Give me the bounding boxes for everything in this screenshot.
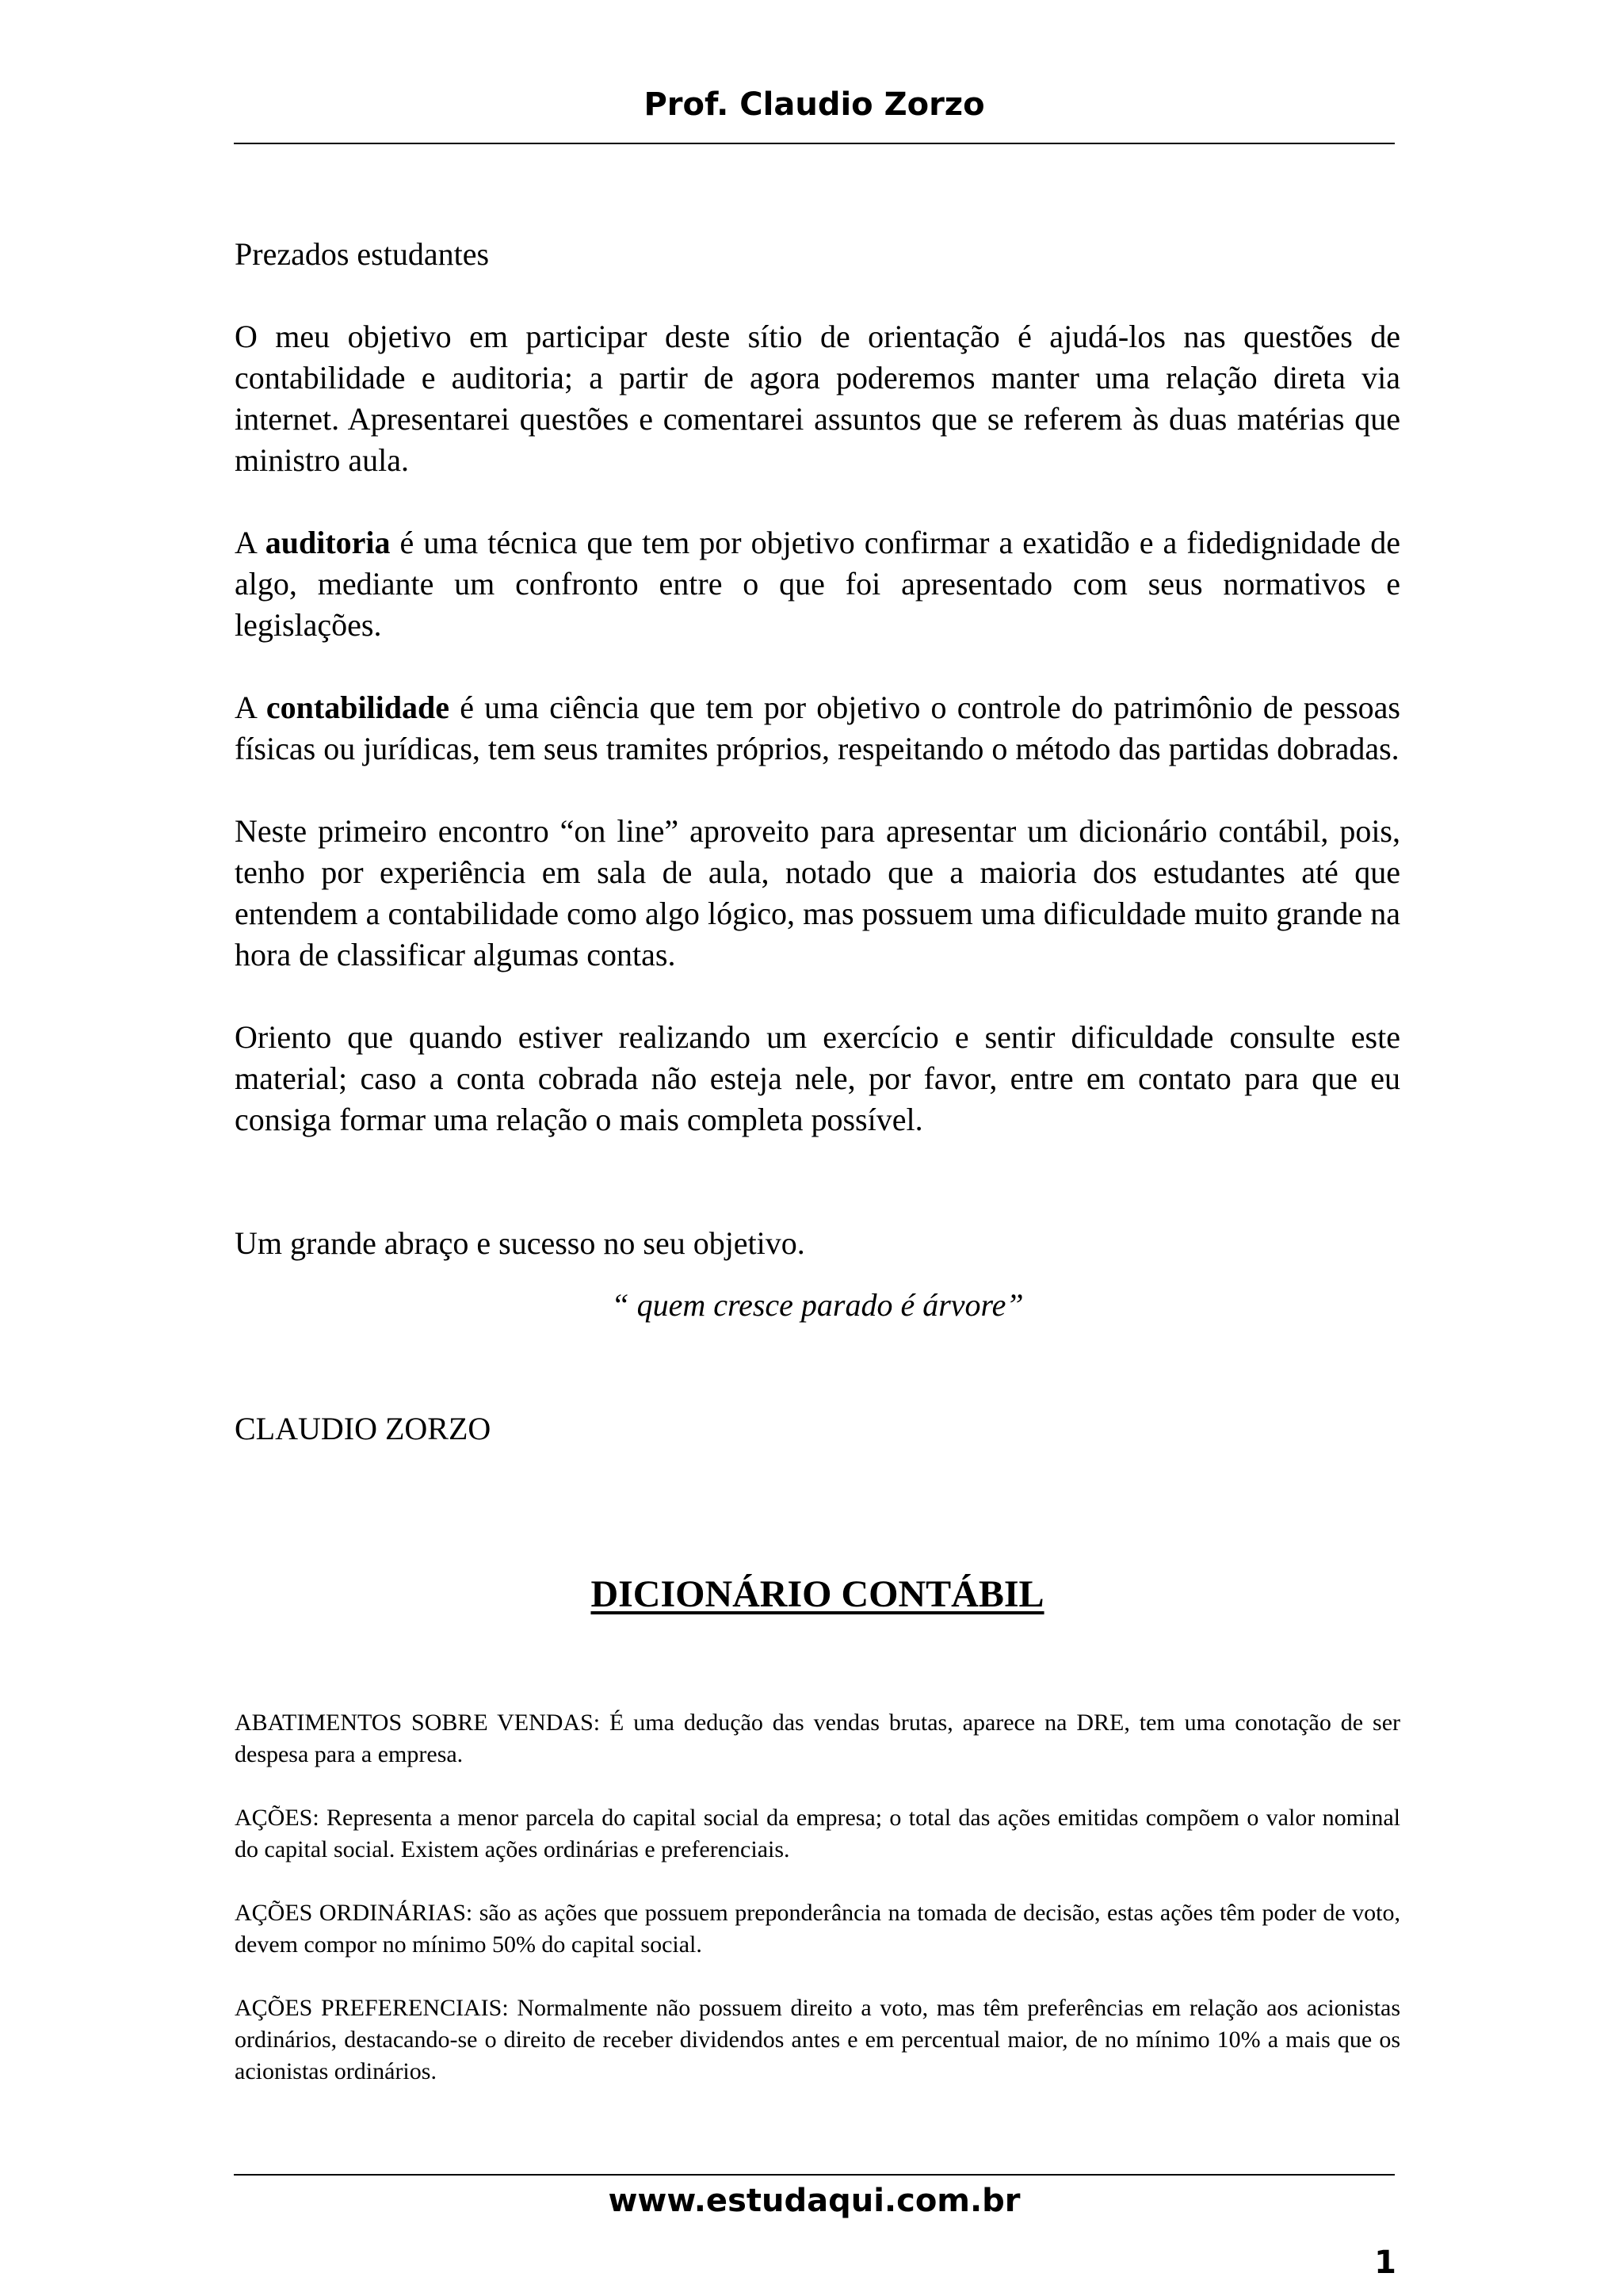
dictionary-entries xyxy=(235,1707,1400,2088)
encounter-paragraph: Neste primeiro encontro “on line” aproveito para apresentar um dicionário contábil, pois, tenho por experiência em sala de aula, notado que a maioria dos estudantes até que entendem a contabilidade como algo lógico, mas possuem uma dificuldade muito grande na hora de classificar algumas contas. xyxy=(235,813,1400,972)
letter-signature: CLAUDIO ZORZO xyxy=(235,1411,491,1446)
dictionary-entry-acoes: AÇÕES: Representa a menor parcela do capital social da empresa; o total das ações emitidas compõem o valor nominal do capital social. Existem ações ordinárias e preferenciais. xyxy=(235,1805,1400,1862)
dictionary-entry-acoes-preferenciais: AÇÕES PREFERENCIAIS: Normalmente não possuem direito a voto, mas têm preferências em relação aos acionistas ordinários, destacando-se o direito de receber dividendos antes e em percentual maior, de no mínimo 10% a mais que os acionistas ordinários. xyxy=(235,1995,1400,2084)
header-divider xyxy=(234,143,1395,144)
letter-greeting: Prezados estudantes xyxy=(235,236,490,272)
auditoria-paragraph xyxy=(235,522,1400,646)
letter-closing: Um grande abraço e sucesso no seu objetivo. xyxy=(235,1225,805,1261)
auditoria-prefix: A xyxy=(235,525,265,560)
contabilidade-paragraph xyxy=(235,687,1400,770)
page-header-author: Prof. Claudio Zorzo xyxy=(643,86,985,123)
dictionary-title: DICIONÁRIO CONTÁBIL xyxy=(590,1573,1044,1615)
contabilidade-definition: é uma ciência que tem por objetivo o controle do patrimônio de pessoas físicas ou jurídicas, tem seus tramites próprios, respeitando o método das partidas dobradas. xyxy=(235,690,1400,766)
letter-body xyxy=(235,234,1400,1450)
contabilidade-term: contabilidade xyxy=(265,690,450,725)
page-number: 1 xyxy=(1374,2244,1396,2281)
guidance-paragraph: Oriento que quando estiver realizando um exercício e sentir dificuldade consulte este material; caso a conta cobrada não esteja nele, por favor, entre em contato para que eu consiga formar uma relação o mais completa possível. xyxy=(235,1019,1400,1137)
auditoria-term: auditoria xyxy=(265,525,391,560)
auditoria-definition: é uma técnica que tem por objetivo confirmar a exatidão e a fidedignidade de algo, mediante um confronto entre o que foi apresentado com seus normativos e legislações. xyxy=(235,525,1400,643)
contabilidade-prefix: A xyxy=(235,690,266,725)
letter-quote: “ quem cresce parado é árvore” xyxy=(611,1287,1024,1323)
dictionary-entry-acoes-ordinarias: AÇÕES ORDINÁRIAS: são as ações que possuem preponderância na tomada de decisão, estas ações têm poder de voto, devem compor no mínimo 50% do capital social. xyxy=(235,1900,1400,1958)
letter-intro-paragraph: O meu objetivo em participar deste sítio de orientação é ajudá-los nas questões de contabilidade e auditoria; a partir de agora poderemos manter uma relação direta via internet. Apresentarei questões e comentarei assuntos que se referem às duas matérias que ministro aula. xyxy=(235,319,1400,478)
dictionary-entry-abatimentos: ABATIMENTOS SOBRE VENDAS: É uma dedução das vendas brutas, aparece na DRE, tem uma conotação de ser despesa para a empresa. xyxy=(235,1710,1400,1767)
footer-divider xyxy=(234,2174,1395,2176)
footer-website: www.estudaqui.com.br xyxy=(608,2183,1021,2219)
